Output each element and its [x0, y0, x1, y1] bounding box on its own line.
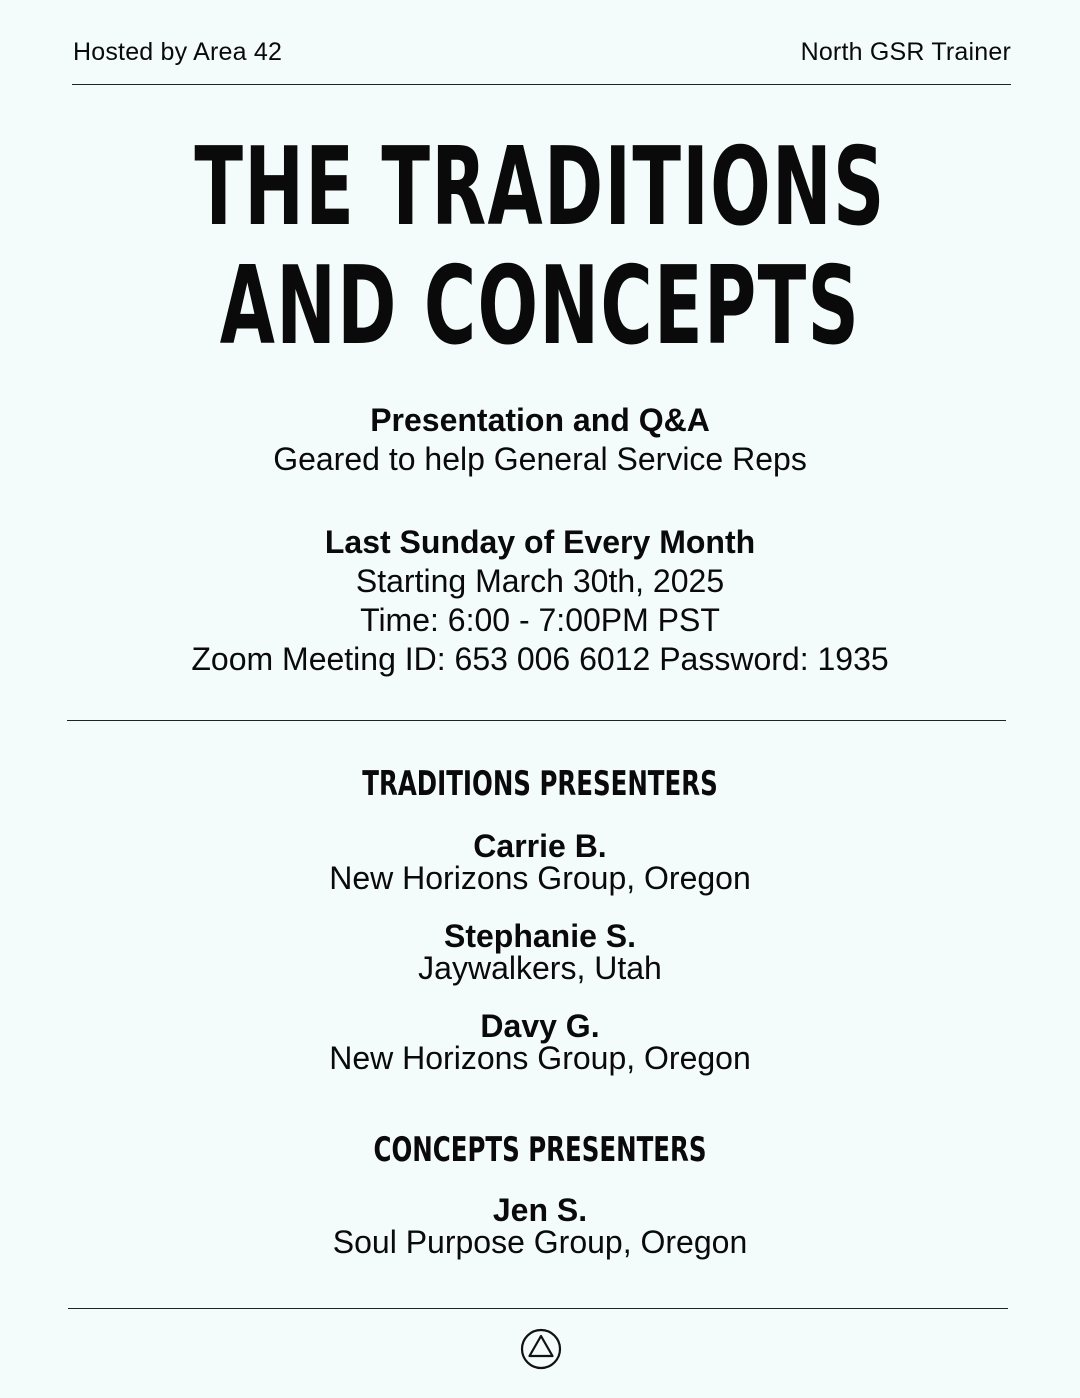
- intro-heading: Presentation and Q&A: [370, 402, 710, 438]
- title-line-1: THE TRADITIONS: [194, 125, 886, 250]
- presenter-name: Davy G.: [480, 1008, 600, 1044]
- presenter-name: Jen S.: [492, 1192, 588, 1228]
- zoom-details: Zoom Meeting ID: 653 006 6012 Password: 1935: [191, 641, 889, 677]
- title-line-2: AND CONCEPTS: [219, 244, 861, 369]
- concepts-heading: CONCEPTS PRESENTERS: [373, 1130, 707, 1170]
- header-divider: [72, 84, 1011, 85]
- schedule-time: Time: 6:00 - 7:00PM PST: [360, 602, 720, 638]
- trainer-label: North GSR Trainer: [800, 38, 1011, 66]
- presenter-group: Jaywalkers, Utah: [418, 950, 662, 986]
- schedule-start: Starting March 30th, 2025: [355, 563, 725, 599]
- presenter-name: Stephanie S.: [443, 918, 637, 954]
- middle-divider: [67, 720, 1006, 721]
- schedule-heading: Last Sunday of Every Month: [324, 524, 756, 560]
- presenter-group: New Horizons Group, Oregon: [329, 1040, 751, 1076]
- footer-divider: [68, 1308, 1008, 1309]
- host-label: Hosted by Area 42: [73, 38, 283, 66]
- intro-subtitle: Geared to help General Service Reps: [273, 441, 807, 477]
- traditions-heading: TRADITIONS PRESENTERS: [362, 764, 718, 804]
- presenter-group: Soul Purpose Group, Oregon: [332, 1224, 748, 1260]
- circle-triangle-icon: [519, 1327, 563, 1371]
- presenter-group: New Horizons Group, Oregon: [329, 860, 751, 896]
- presenter-name: Carrie B.: [473, 828, 607, 864]
